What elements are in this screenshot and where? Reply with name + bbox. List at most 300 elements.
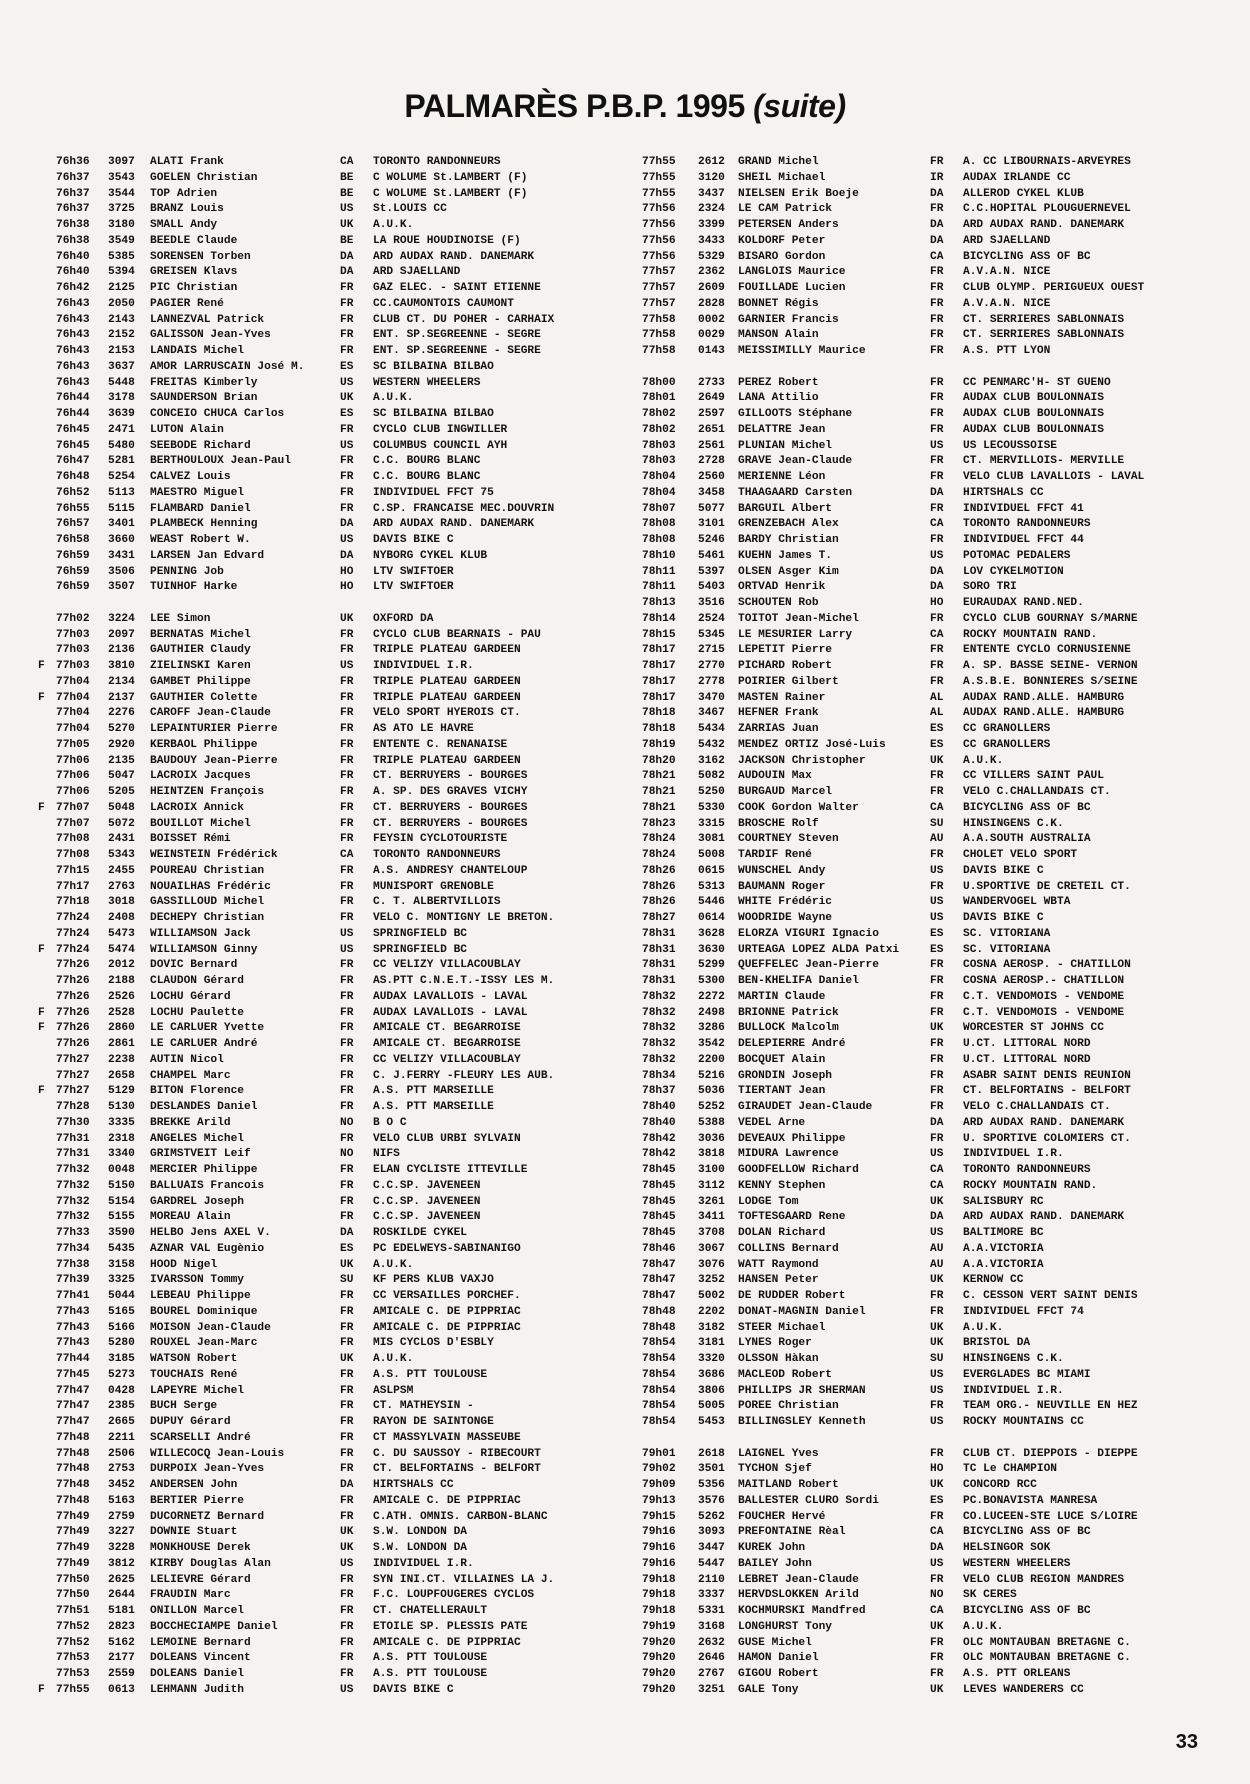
club-name: SPRINGFIELD BC bbox=[373, 927, 467, 940]
finish-time: 77h55 bbox=[642, 156, 676, 168]
club-name: A.U.K. bbox=[963, 1321, 1004, 1334]
country-code: DA bbox=[930, 565, 944, 578]
rider-name: BREKKE Arild bbox=[150, 1116, 231, 1129]
rider-name: MAITLAND Robert bbox=[738, 1479, 839, 1491]
country-code: US bbox=[340, 1683, 354, 1696]
finish-time: 77h32 bbox=[56, 1195, 90, 1208]
rider-number: 5008 bbox=[698, 849, 725, 861]
result-row bbox=[38, 502, 638, 518]
rider-name: DELATTRE Jean bbox=[738, 423, 826, 436]
country-code: US bbox=[930, 549, 944, 562]
rider-name: LANGLOIS Maurice bbox=[738, 266, 846, 279]
finish-time: 76h37 bbox=[56, 203, 90, 216]
rider-number: 3180 bbox=[108, 219, 135, 231]
result-row bbox=[38, 1147, 638, 1163]
result-row bbox=[640, 990, 1240, 1006]
result-row bbox=[38, 171, 638, 187]
finish-time: 78h45 bbox=[642, 1179, 676, 1192]
club-name: A.A.VICTORIA bbox=[963, 1258, 1044, 1271]
country-code: US bbox=[340, 1557, 354, 1570]
finish-time: 79h18 bbox=[642, 1573, 676, 1586]
rider-name: DOWNIE Stuart bbox=[150, 1526, 238, 1539]
rider-number: 0002 bbox=[698, 313, 725, 326]
country-code: US bbox=[340, 660, 354, 672]
country-code: ES bbox=[930, 738, 944, 751]
country-code: DA bbox=[930, 234, 944, 247]
rider-number: 3433 bbox=[698, 234, 725, 247]
rider-name: SHEIL Michael bbox=[738, 171, 826, 184]
rider-number: 5044 bbox=[108, 1290, 135, 1302]
rider-number: 3630 bbox=[698, 943, 725, 956]
result-row bbox=[38, 691, 638, 707]
finish-time: 78h32 bbox=[642, 1038, 676, 1050]
results-column-left bbox=[38, 155, 638, 1699]
result-row bbox=[38, 769, 638, 785]
result-row bbox=[38, 801, 638, 817]
country-code: FR bbox=[340, 896, 354, 909]
finish-time: 77h02 bbox=[56, 612, 90, 625]
finish-time: 78h24 bbox=[642, 849, 676, 861]
finish-time: 77h27 bbox=[56, 1069, 90, 1082]
rider-number: 5300 bbox=[698, 975, 725, 987]
rider-number: 3320 bbox=[698, 1353, 725, 1365]
rider-name: GAUTHIER Colette bbox=[150, 691, 258, 704]
rider-number: 5113 bbox=[108, 486, 135, 499]
rider-number: 3286 bbox=[698, 1022, 725, 1035]
club-name: VELO C.CHALLANDAIS CT. bbox=[963, 1101, 1111, 1113]
country-code: UK bbox=[930, 1620, 944, 1633]
finish-time: 77h26 bbox=[56, 1038, 90, 1050]
finish-time: 78h27 bbox=[642, 912, 676, 924]
rider-name: MONKHOUSE Derek bbox=[150, 1542, 251, 1554]
country-code: NO bbox=[340, 1116, 354, 1129]
country-code: FR bbox=[340, 455, 354, 468]
country-code: AU bbox=[930, 1242, 944, 1255]
rider-number: 5343 bbox=[108, 849, 135, 861]
rider-number: 5356 bbox=[698, 1479, 725, 1491]
club-name: ETOILE SP. PLESSIS PATE bbox=[373, 1620, 528, 1633]
rider-number: 3437 bbox=[698, 187, 725, 200]
country-code: US bbox=[930, 1416, 944, 1428]
finish-time: 78h23 bbox=[642, 817, 676, 830]
club-name: ALLEROD CYKEL KLUB bbox=[963, 187, 1084, 200]
finish-time: 78h45 bbox=[642, 1227, 676, 1239]
result-row bbox=[640, 722, 1240, 738]
finish-time: 78h11 bbox=[642, 565, 676, 578]
result-row bbox=[38, 155, 638, 171]
country-code: US bbox=[930, 864, 944, 877]
finish-time: 77h17 bbox=[56, 880, 90, 893]
rider-name: FOUILLADE Lucien bbox=[738, 282, 846, 294]
club-name: OLC MONTAUBAN BRETAGNE C. bbox=[963, 1652, 1131, 1665]
rider-name: DURPOIX Jean-Yves bbox=[150, 1463, 265, 1476]
rider-number: 5216 bbox=[698, 1069, 725, 1082]
club-name: TRIPLE PLATEAU GARDEEN bbox=[373, 691, 521, 704]
country-code: UK bbox=[930, 1195, 944, 1208]
result-row bbox=[640, 344, 1240, 360]
club-name: WANDERVOGEL WBTA bbox=[963, 896, 1071, 909]
country-code: FR bbox=[930, 1053, 944, 1066]
finish-time: 77h55 bbox=[642, 187, 676, 200]
result-row bbox=[38, 1494, 638, 1510]
rider-name: BONNET Régis bbox=[738, 297, 819, 310]
finish-time: 77h43 bbox=[56, 1321, 90, 1334]
rider-name: MARTIN Claude bbox=[738, 990, 826, 1003]
country-code: CA bbox=[930, 801, 944, 814]
rider-number: 5299 bbox=[698, 959, 725, 972]
female-flag: F bbox=[38, 660, 45, 672]
result-row bbox=[640, 376, 1240, 392]
rider-number: 5435 bbox=[108, 1242, 135, 1255]
result-row bbox=[38, 486, 638, 502]
rider-name: URTEAGA LOPEZ ALDA Patxi bbox=[738, 943, 900, 956]
club-name: C WOLUME St.LAMBERT (F) bbox=[373, 171, 528, 184]
finish-time: 77h50 bbox=[56, 1589, 90, 1602]
country-code: UK bbox=[340, 1526, 354, 1539]
rider-number: 3708 bbox=[698, 1227, 725, 1239]
club-name: INDIVIDUEL FFCT 74 bbox=[963, 1305, 1084, 1318]
finish-time: 76h43 bbox=[56, 360, 90, 373]
club-name: CHOLET VELO SPORT bbox=[963, 849, 1078, 861]
club-name: INDIVIDUEL I.R. bbox=[963, 1148, 1064, 1161]
club-name: AUDAX RAND.ALLE. HAMBURG bbox=[963, 691, 1125, 704]
club-name: TORONTO RANDONNEURS bbox=[963, 1164, 1091, 1176]
rider-number: 3261 bbox=[698, 1195, 725, 1208]
rider-number: 0613 bbox=[108, 1683, 135, 1696]
rider-number: 5313 bbox=[698, 880, 725, 893]
result-row bbox=[38, 1053, 638, 1069]
club-name: WORCESTER ST JOHNS CC bbox=[963, 1022, 1104, 1035]
rider-number: 5163 bbox=[108, 1494, 135, 1507]
finish-time: 77h34 bbox=[56, 1242, 90, 1255]
result-row bbox=[38, 1226, 638, 1242]
female-flag: F bbox=[38, 1085, 45, 1098]
result-row bbox=[38, 580, 638, 596]
rider-number: 2136 bbox=[108, 644, 135, 657]
club-name: HIRTSHALS CC bbox=[373, 1479, 454, 1491]
result-row bbox=[38, 1021, 638, 1037]
rider-name: FRAUDIN Marc bbox=[150, 1589, 231, 1602]
result-row bbox=[640, 848, 1240, 864]
finish-time: 76h59 bbox=[56, 549, 90, 562]
club-name: PC EDELWEYS-SABINANIGO bbox=[373, 1242, 521, 1255]
rider-name: HERVDSLOKKEN Arild bbox=[738, 1589, 859, 1602]
rider-name: GOELEN Christian bbox=[150, 171, 258, 184]
result-row bbox=[640, 1179, 1240, 1195]
finish-time: 78h37 bbox=[642, 1085, 676, 1098]
finish-time: 78h48 bbox=[642, 1321, 676, 1334]
rider-name: ANGELES Michel bbox=[150, 1132, 244, 1145]
rider-number: 3725 bbox=[108, 203, 135, 216]
finish-time: 78h13 bbox=[642, 597, 676, 609]
club-name: COSNA AEROSP.- CHATILLON bbox=[963, 975, 1125, 987]
country-code: US bbox=[930, 1384, 944, 1397]
country-code: FR bbox=[930, 203, 944, 216]
result-row bbox=[38, 470, 638, 486]
club-name: VELO SPORT HYEROIS CT. bbox=[373, 707, 521, 720]
country-code: FR bbox=[930, 1101, 944, 1113]
country-code: DA bbox=[930, 486, 944, 499]
finish-time: 79h16 bbox=[642, 1526, 676, 1539]
rider-name: CLAUDON Gérard bbox=[150, 975, 244, 987]
club-name: A.U.K. bbox=[963, 754, 1004, 767]
rider-number: 3542 bbox=[698, 1038, 725, 1050]
result-row bbox=[640, 1415, 1240, 1431]
club-name: VELO CLUB REGION MANDRES bbox=[963, 1573, 1125, 1586]
result-row bbox=[38, 250, 638, 266]
finish-time: 77h06 bbox=[56, 770, 90, 783]
finish-time: 77h52 bbox=[56, 1636, 90, 1649]
finish-time: 77h43 bbox=[56, 1337, 90, 1350]
country-code: FR bbox=[340, 1510, 354, 1523]
rider-name: SCHOUTEN Rob bbox=[738, 597, 819, 609]
finish-time: 79h02 bbox=[642, 1463, 676, 1476]
rider-number: 2238 bbox=[108, 1053, 135, 1066]
club-name: A. SP. DES GRAVES VICHY bbox=[373, 786, 528, 798]
club-name: OLC MONTAUBAN BRETAGNE C. bbox=[963, 1636, 1131, 1649]
rider-number: 2649 bbox=[698, 392, 725, 405]
result-row bbox=[38, 628, 638, 644]
rider-name: STEER Michael bbox=[738, 1321, 826, 1334]
result-row bbox=[640, 880, 1240, 896]
result-row bbox=[38, 1620, 638, 1636]
club-name: CT. CHATELLERAULT bbox=[373, 1605, 488, 1617]
finish-time: 79h19 bbox=[642, 1620, 676, 1633]
rider-name: TYCHON Sjef bbox=[738, 1463, 812, 1476]
rider-number: 3401 bbox=[108, 518, 135, 531]
result-row bbox=[640, 911, 1240, 927]
country-code: CA bbox=[930, 250, 944, 263]
finish-time: 77h24 bbox=[56, 943, 90, 956]
rider-name: CALVEZ Louis bbox=[150, 471, 231, 483]
rider-name: GIGOU Robert bbox=[738, 1668, 819, 1680]
country-code: FR bbox=[340, 1400, 354, 1413]
club-name: AMICALE C. DE PIPPRIAC bbox=[373, 1494, 521, 1507]
rider-name: KUREK John bbox=[738, 1542, 806, 1554]
result-row bbox=[640, 1478, 1240, 1494]
result-row bbox=[38, 328, 638, 344]
rider-number: 5331 bbox=[698, 1605, 725, 1617]
country-code: FR bbox=[340, 1431, 354, 1444]
country-code: FR bbox=[930, 1668, 944, 1680]
finish-time: 78h18 bbox=[642, 707, 676, 720]
finish-time: 77h32 bbox=[56, 1211, 90, 1224]
club-name: NYBORG CYKEL KLUB bbox=[373, 549, 488, 562]
rider-number: 2211 bbox=[108, 1431, 135, 1444]
rider-number: 3467 bbox=[698, 707, 725, 720]
rider-name: PLUNIAN Michel bbox=[738, 439, 832, 452]
club-name: AS.PTT C.N.E.T.-ISSY LES M. bbox=[373, 975, 555, 987]
result-row bbox=[640, 974, 1240, 990]
rider-number: 2318 bbox=[108, 1132, 135, 1145]
rider-number: 5165 bbox=[108, 1305, 135, 1318]
rider-number: 3686 bbox=[698, 1368, 725, 1381]
club-name: TORONTO RANDONNEURS bbox=[963, 518, 1091, 531]
result-row bbox=[640, 1352, 1240, 1368]
result-row bbox=[640, 1289, 1240, 1305]
country-code: BE bbox=[340, 234, 354, 247]
result-row bbox=[640, 1525, 1240, 1541]
result-row bbox=[38, 990, 638, 1006]
finish-time: 76h59 bbox=[56, 581, 90, 594]
rider-name: NOUAILHAS Frédéric bbox=[150, 880, 271, 893]
finish-time: 78h02 bbox=[642, 423, 676, 436]
country-code: FR bbox=[340, 1636, 354, 1649]
club-name: AMICALE CT. BEGARROISE bbox=[373, 1022, 521, 1035]
club-name: A.S. ANDRESY CHANTELOUP bbox=[373, 864, 528, 877]
finish-time: 78h32 bbox=[642, 990, 676, 1003]
result-row bbox=[38, 1557, 638, 1573]
rider-name: PLAMBECK Henning bbox=[150, 518, 258, 531]
result-row bbox=[640, 297, 1240, 313]
result-row bbox=[38, 1431, 638, 1447]
club-name: HINSINGENS C.K. bbox=[963, 1353, 1064, 1365]
finish-time: 76h43 bbox=[56, 297, 90, 310]
rider-name: DESLANDES Daniel bbox=[150, 1101, 258, 1113]
country-code: FR bbox=[930, 1400, 944, 1413]
finish-time: 78h42 bbox=[642, 1148, 676, 1161]
rider-number: 3158 bbox=[108, 1258, 135, 1271]
country-code: FR bbox=[930, 266, 944, 279]
country-code: US bbox=[930, 1148, 944, 1161]
club-name: CYCLO CLUB BEARNAIS - PAU bbox=[373, 628, 541, 641]
rider-number: 3162 bbox=[698, 754, 725, 767]
rider-name: COURTNEY Steven bbox=[738, 833, 839, 846]
rider-number: 2561 bbox=[698, 439, 725, 452]
finish-time: 78h54 bbox=[642, 1384, 676, 1397]
club-name: VELO C. MONTIGNY LE BRETON. bbox=[373, 912, 555, 924]
rider-number: 5250 bbox=[698, 786, 725, 798]
rider-name: GALISSON Jean-Yves bbox=[150, 329, 271, 342]
result-row bbox=[38, 265, 638, 281]
club-name: C.C.HOPITAL PLOUGUERNEVEL bbox=[963, 203, 1131, 216]
rider-number: 2609 bbox=[698, 282, 725, 294]
country-code: FR bbox=[930, 1006, 944, 1019]
finish-time: 76h43 bbox=[56, 376, 90, 389]
club-name: HIRTSHALS CC bbox=[963, 486, 1044, 499]
result-row bbox=[640, 517, 1240, 533]
finish-time: 78h31 bbox=[642, 943, 676, 956]
club-name: CT. SERRIERES SABLONNAIS bbox=[963, 329, 1125, 342]
result-row bbox=[640, 1037, 1240, 1053]
country-code: AL bbox=[930, 707, 944, 720]
finish-time: 77h56 bbox=[642, 219, 676, 231]
club-name: LA ROUE HOUDINOISE (F) bbox=[373, 234, 521, 247]
club-name: DAVIS BIKE C bbox=[373, 1683, 454, 1696]
result-row bbox=[640, 1510, 1240, 1526]
country-code: US bbox=[930, 1557, 944, 1570]
rider-name: TOUCHAIS René bbox=[150, 1368, 238, 1381]
rider-name: HOOD Nigel bbox=[150, 1258, 218, 1271]
club-name: ARD AUDAX RAND. DANEMARK bbox=[963, 1211, 1125, 1224]
finish-time: 77h48 bbox=[56, 1431, 90, 1444]
rider-name: BRIONNE Patrick bbox=[738, 1006, 839, 1019]
country-code: FR bbox=[930, 156, 944, 168]
result-row bbox=[640, 801, 1240, 817]
finish-time: 79h20 bbox=[642, 1652, 676, 1665]
club-name: CT. BERRUYERS - BOURGES bbox=[373, 817, 528, 830]
rider-number: 3810 bbox=[108, 660, 135, 672]
country-code: HO bbox=[340, 581, 354, 594]
finish-time: 77h31 bbox=[56, 1148, 90, 1161]
finish-time: 77h04 bbox=[56, 723, 90, 735]
rider-number: 5461 bbox=[698, 549, 725, 562]
rider-number: 3543 bbox=[108, 171, 135, 184]
country-code: FR bbox=[930, 770, 944, 783]
result-row bbox=[640, 628, 1240, 644]
country-code: FR bbox=[930, 1652, 944, 1665]
finish-time: 77h39 bbox=[56, 1274, 90, 1287]
result-row bbox=[38, 1447, 638, 1463]
result-row bbox=[640, 470, 1240, 486]
country-code: FR bbox=[340, 723, 354, 735]
country-code: DA bbox=[340, 549, 354, 562]
rider-name: MIDURA Lawrence bbox=[738, 1148, 839, 1161]
result-row bbox=[38, 1179, 638, 1195]
country-code: US bbox=[340, 943, 354, 956]
country-code: US bbox=[340, 439, 354, 452]
rider-name: LACROIX Annick bbox=[150, 801, 244, 814]
rider-name: HELBO Jens AXEL V. bbox=[150, 1227, 271, 1239]
country-code: FR bbox=[340, 1305, 354, 1318]
rider-name: ELORZA VIGURI Ignacio bbox=[738, 927, 879, 940]
rider-name: KERBAOL Philippe bbox=[150, 738, 258, 751]
result-row bbox=[38, 1573, 638, 1589]
rider-number: 5082 bbox=[698, 770, 725, 783]
result-row bbox=[38, 533, 638, 549]
result-row bbox=[640, 1541, 1240, 1557]
result-row bbox=[38, 1242, 638, 1258]
country-code: FR bbox=[930, 1447, 944, 1460]
rider-number: 2646 bbox=[698, 1652, 725, 1665]
result-row bbox=[640, 155, 1240, 171]
result-row bbox=[640, 832, 1240, 848]
country-code: FR bbox=[340, 1290, 354, 1302]
rider-name: FREITAS Kimberly bbox=[150, 376, 258, 389]
rider-name: VEDEL Arne bbox=[738, 1116, 806, 1129]
rider-name: TIERTANT Jean bbox=[738, 1085, 826, 1098]
finish-time: 78h11 bbox=[642, 581, 676, 594]
rider-number: 5273 bbox=[108, 1368, 135, 1381]
result-row bbox=[38, 785, 638, 801]
result-row bbox=[640, 754, 1240, 770]
club-name: SC. VITORIANA bbox=[963, 943, 1051, 956]
rider-number: 3549 bbox=[108, 234, 135, 247]
rider-number: 2143 bbox=[108, 313, 135, 326]
results-column-right bbox=[640, 155, 1240, 1699]
country-code: FR bbox=[930, 1038, 944, 1050]
rider-name: CONCEIO CHUCA Carlos bbox=[150, 408, 285, 420]
club-name: KF PERS KLUB VAXJO bbox=[373, 1274, 494, 1287]
rider-number: 5166 bbox=[108, 1321, 135, 1334]
finish-time: 76h43 bbox=[56, 313, 90, 326]
rider-name: ZARRIAS Juan bbox=[738, 723, 819, 735]
result-row bbox=[38, 1368, 638, 1384]
rider-name: BOISSET Rémi bbox=[150, 833, 231, 846]
rider-number: 2125 bbox=[108, 282, 135, 294]
club-name: OXFORD DA bbox=[373, 612, 434, 625]
rider-number: 3228 bbox=[108, 1542, 135, 1554]
rider-number: 2767 bbox=[698, 1668, 725, 1680]
finish-time: 77h04 bbox=[56, 691, 90, 704]
finish-time: 78h40 bbox=[642, 1101, 676, 1113]
country-code: SU bbox=[340, 1274, 354, 1287]
rider-number: 2498 bbox=[698, 1006, 725, 1019]
country-code: ES bbox=[930, 1494, 944, 1507]
finish-time: 78h20 bbox=[642, 754, 676, 767]
rider-name: LE CAM Patrick bbox=[738, 203, 832, 216]
rider-number: 2860 bbox=[108, 1022, 135, 1035]
